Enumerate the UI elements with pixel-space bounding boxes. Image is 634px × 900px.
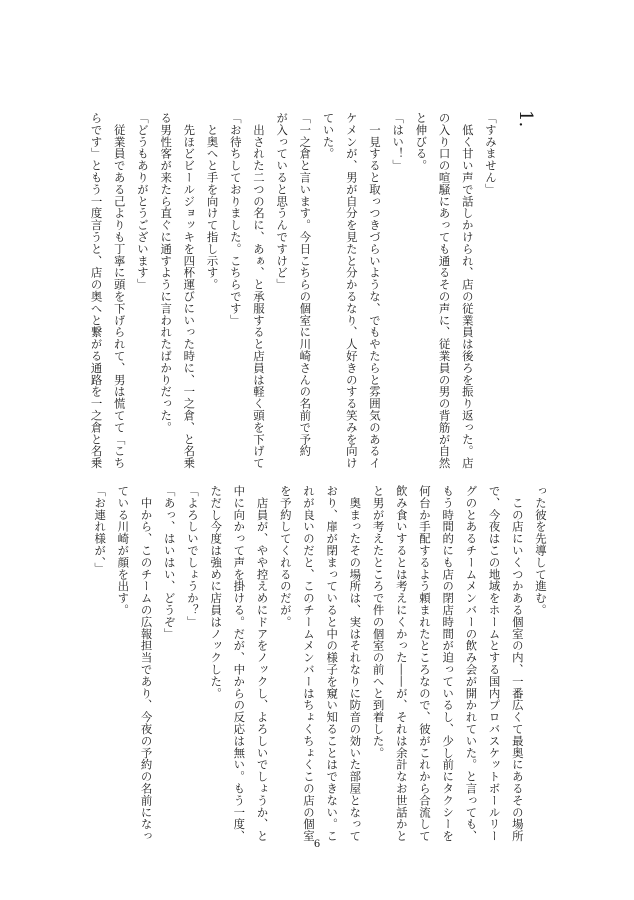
page-number: 6 <box>313 839 321 850</box>
text-line: ケメンが、男が自分を見たと分かるなり、人好きのする笑みを向け <box>344 112 359 469</box>
text-line: もう時間的にも店の閉店時間が迫っているし、少し前にタクシーを <box>441 485 456 842</box>
text-line: を予約してくれるのだが。 <box>278 485 293 628</box>
text-line: 一見すると取っつきづらいような、でもやたらと雰囲気のあるイ <box>367 112 382 469</box>
text-line: 何台か手配するよう頼まれたところなので、彼がこれから合流して <box>417 485 432 842</box>
upper-text-block <box>84 112 502 469</box>
text-line: 「よろしいでしょうか？」 <box>185 485 200 628</box>
text-line: った彼を先導して進む。 <box>534 485 548 616</box>
text-line: ていた。 <box>321 112 336 160</box>
chapter-number: 1. <box>515 110 536 128</box>
text-line: おり、扉が閉まっていると中の様子を窺い知ることはできない。こ <box>325 485 340 842</box>
text-line: 中に向かって声を掛ける。だが、中からの反応は無い。もう一度、 <box>232 485 247 842</box>
text-line: れが良いのだと、このチームメンバーはちょくちょくこの店の個室 <box>301 485 316 842</box>
text-line: 「お待ちしておりました。こちらです」 <box>228 112 243 327</box>
text-line: 店員が、やや控えめにドアをノックし、よろしいでしょうか、と <box>255 485 270 842</box>
text-line: グのとあるチームメンバーの飲み会が開かれていた。と言っても、 <box>464 485 479 842</box>
text-line: 「一之倉と言います。今日こちらの個室に川崎さんの名前で予約 <box>298 112 313 458</box>
text-line: 中から、このチームの広報担当であり、今夜の予約の名前になっ <box>139 485 154 842</box>
text-line: 「すみません」 <box>484 112 498 196</box>
text-line: 「あっ、はいはい、どうぞ」 <box>162 485 177 640</box>
text-line: 従業員である己よりも丁寧に頭を下げられて、男は慌てて「こち <box>112 112 127 469</box>
text-line: 先ほどビールジョッキを四杯運びにいった時に、一之倉、と名乗 <box>182 112 197 469</box>
text-line: らです」ともう一度言うと、店の奥へと繋がる通路を一之倉と名乗 <box>89 112 104 469</box>
text-line: の入り口の喧騒にあっても通るその声に、従業員の男の背筋が自然 <box>437 112 452 469</box>
text-line: この店にいくつかある個室の内、一番広くて最奥にあるその場所 <box>510 485 525 842</box>
text-line: と伸びる。 <box>414 112 429 172</box>
text-line: 「はい！」 <box>391 112 406 172</box>
text-line: ている川崎が顔を出す。 <box>116 485 131 616</box>
text-line: る男性客が来たら直ぐに通すように言われたばかりだった。 <box>159 112 174 434</box>
text-line: 奥まったその場所は、実はそれなりに防音の効いた部屋となって <box>348 485 363 842</box>
text-line: ただし今度は強めに店員はノックした。 <box>209 485 224 700</box>
text-line: 「お連れ様が、」 <box>93 485 108 575</box>
text-line: と男が考えたところで件の個室の前へと到着した。 <box>371 485 386 759</box>
lower-text-block <box>88 485 552 845</box>
text-line: と奥へと手を向けて指し示す。 <box>205 112 220 291</box>
text-line: 「どうもありがとうございます」 <box>135 112 150 291</box>
text-line: 飲み食いするとは考えにくかった――が、それは余計なお世話かと <box>394 485 409 842</box>
text-line: で、今夜はこの地域をホームとする国内プロバスケットボールリー <box>487 485 502 842</box>
text-line: 低く甘い声で話しかけられ、店の従業員は後ろを振り返った。店 <box>460 112 475 469</box>
text-line: が入っていると思うんですけど」 <box>275 112 290 291</box>
text-line: 出された二つの名に、あぁ、と承服すると店員は軽く頭を下げて <box>251 112 266 469</box>
